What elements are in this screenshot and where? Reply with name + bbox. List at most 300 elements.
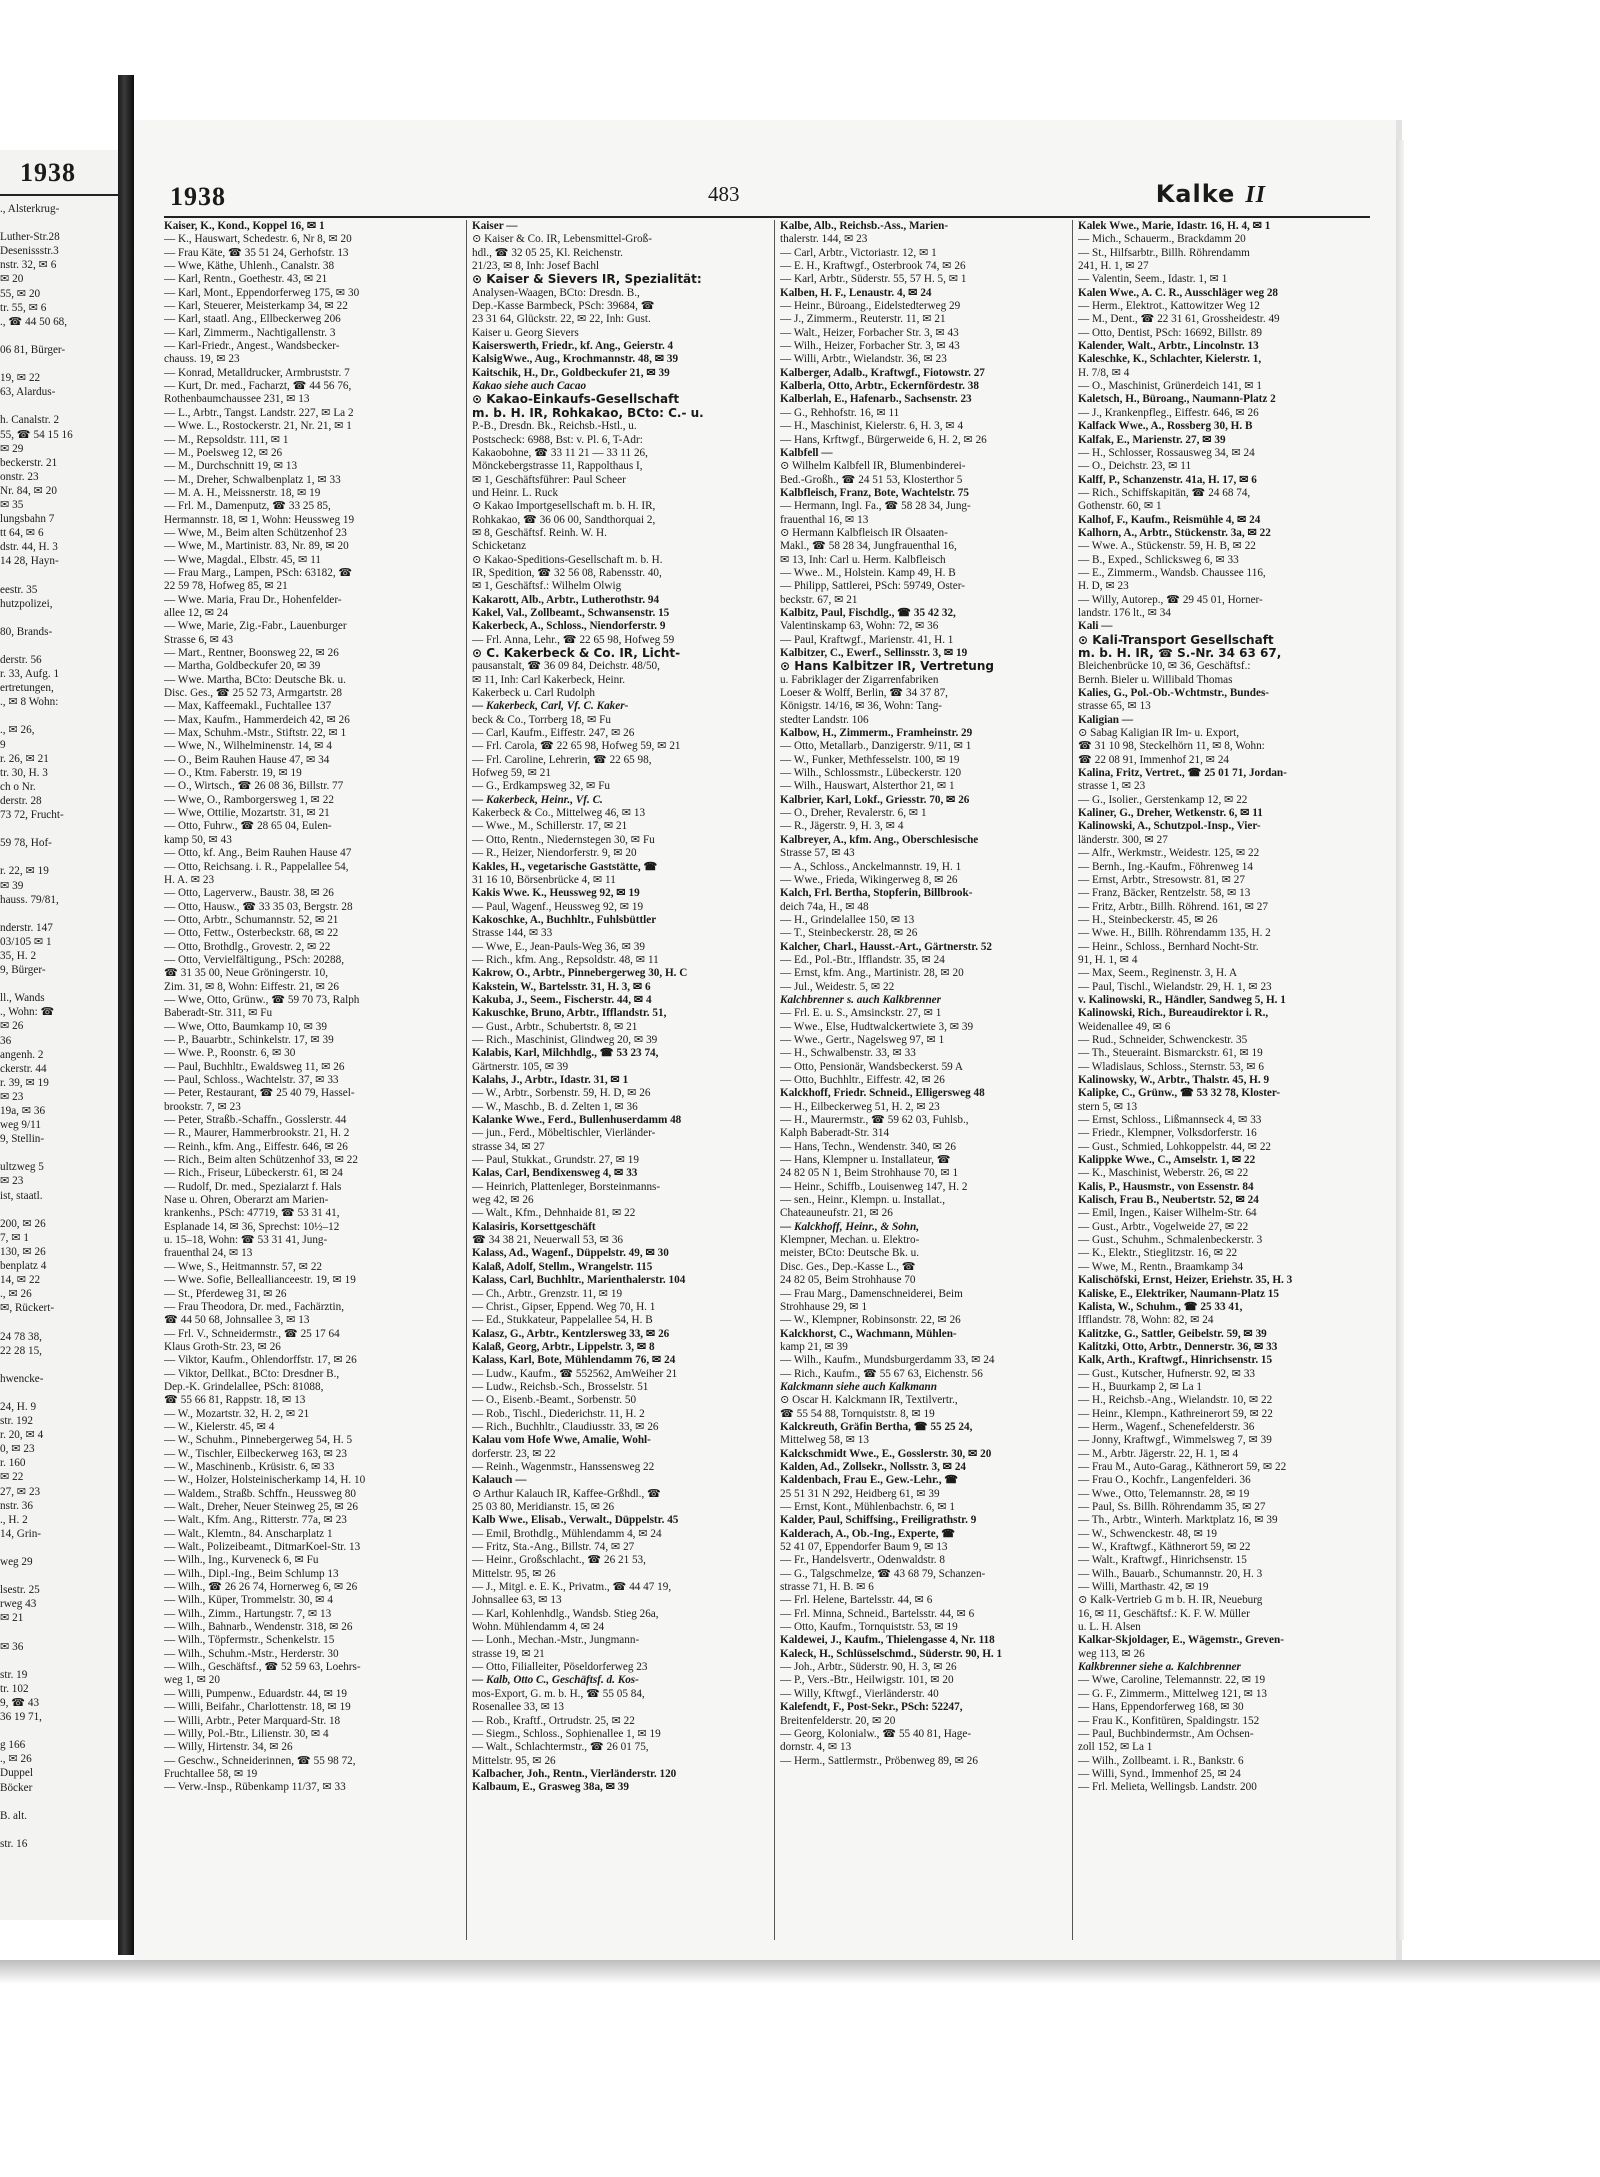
- directory-entry-heading: Kaitschik, H., Dr., Goldbeckufer 21, ✉ 39: [472, 366, 670, 379]
- directory-entry-line: IR, Spedition, ☎ 32 56 08, Rabensstr. 40,: [472, 566, 662, 579]
- directory-entry-line: ⊙ Kalk-Vertrieb G m b. H. IR, Neueburg: [1078, 1594, 1263, 1607]
- directory-entry-line: — Frau M., Auto-Garag., Käthnerort 59, ✉ 22: [1078, 1460, 1287, 1473]
- directory-entry-line: — Max, Seem., Reginenstr. 3, H. A: [1078, 967, 1238, 980]
- directory-entry-line: — Heinr., Büroang., Eidelstedterweg 29: [780, 300, 961, 313]
- directory-entry-line: 25 51 31 N 292, Heidberg 61, ✉ 39: [780, 1487, 940, 1500]
- directory-entry-line: — J., Zimmerm., Reuterstr. 11, ✉ 21: [780, 313, 946, 326]
- left-page-line: 9, ☎ 43: [0, 1696, 40, 1709]
- directory-entry-line: — Wwe, E., Jean-Pauls-Weg 36, ✉ 39: [472, 940, 645, 953]
- directory-entry-line: ⊙ Kaiser & Co. IR, Lebensmittel-Groß-: [472, 233, 652, 246]
- left-page-line: ✉ 36: [0, 1640, 24, 1653]
- left-page-line: 0, ✉ 23: [0, 1443, 35, 1456]
- left-page-line: onstr. 23: [0, 470, 39, 483]
- directory-entry-heading: Kalinowsky, W., Arbtr., Thalstr. 45, H. 9: [1078, 1074, 1270, 1086]
- directory-entry-line: 24 82 05, Beim Strohhause 70: [780, 1274, 916, 1287]
- directory-entry-line: — R., Maurer, Hammerbrookstr. 21, H. 2: [164, 1127, 350, 1140]
- directory-entry-line: — St., Hilfsarbtr., Billh. Röhrendamm: [1078, 246, 1250, 259]
- directory-entry-line: Kakaobohne, ☎ 33 11 21 — 33 11 26,: [472, 446, 648, 459]
- directory-entry-line: strasse 19, ✉ 21: [472, 1647, 545, 1660]
- directory-entry-line: — Karl, Rentn., Goethestr. 43, ✉ 21: [164, 273, 328, 286]
- left-page-line: lsestr. 25: [0, 1584, 40, 1597]
- left-page-line: 130, ✉ 26: [0, 1245, 46, 1258]
- directory-entry-heading: Kalkbrenner siehe a. Kalchbrenner: [1078, 1661, 1241, 1674]
- directory-entry-line: — Frl. Caroline, Lehrerin, ☎ 22 65 98,: [472, 753, 652, 766]
- directory-entry-heading: Kaletsch, H., Büroang., Naumann-Platz 2: [1078, 393, 1276, 406]
- directory-entry-line: — Gust., Schmied, Lohkoppelstr. 44, ✉ 22: [1078, 1140, 1272, 1153]
- directory-entry-line: — Hans, Techn., Wendenstr. 340, ✉ 26: [780, 1140, 956, 1153]
- directory-entry-line: Ifflandstr. 78, Wohn: 82, ✉ 24: [1078, 1314, 1214, 1327]
- left-page-line: ✉ 39: [0, 879, 24, 892]
- left-page-line: weg 29: [0, 1556, 33, 1568]
- directory-entry-line: allee 12, ✉ 24: [164, 606, 229, 619]
- directory-entry-line: Kalph Baberadt-Str. 314: [780, 1127, 890, 1140]
- directory-entry-heading: Kalberla, Otto, Arbtr., Eckernfördestr. 38: [780, 380, 979, 393]
- directory-entry-line: strasse 1, ✉ 23: [1078, 780, 1146, 793]
- directory-entry-line: beckstr. 67, ✉ 21: [780, 593, 858, 606]
- directory-entry-line: — Karl, Arbtr., Süderstr. 55, 57 H. 5, ✉ 1: [780, 273, 967, 286]
- directory-entry-line: — Wilh., Heizer, Forbacher Str. 3, ✉ 43: [780, 340, 960, 353]
- directory-entry-line: weg 42, ✉ 26: [472, 1194, 534, 1207]
- directory-entry-line: — Wwe, Otto, Grünw., ☎ 59 70 73, Ralph: [164, 993, 360, 1006]
- directory-entry-line: — W., Maschb., B. d. Zelten 1, ✉ 36: [472, 1100, 638, 1113]
- directory-entry-line: strasse 71, H. B. ✉ 6: [780, 1581, 874, 1594]
- directory-entry-line: ☎ 55 66 81, Rappstr. 18, ✉ 13: [164, 1394, 306, 1407]
- directory-entry-heading: Kakel, Val., Zollbeamt., Schwansenstr. 15: [472, 606, 670, 619]
- left-page-line: [0, 1358, 118, 1372]
- directory-entry-line: — Th., Steueraint. Bismarckstr. 61, ✉ 19: [1078, 1047, 1263, 1060]
- directory-entry-line: stedter Landstr. 106: [780, 713, 869, 726]
- left-page-line: 9, Bürger-: [0, 964, 46, 977]
- directory-entry-line: — Frl. Helene, Bartelsstr. 44, ✉ 6: [780, 1594, 933, 1607]
- directory-entry-line: Bleichenbrücke 10, ✉ 36, Geschäftsf.:: [1078, 660, 1251, 673]
- directory-entry-heading: Kalen Wwe., A. C. R., Ausschläger weg 28: [1078, 286, 1279, 299]
- directory-entry-line: — Ludw., Kaufm., ☎ 552562, AmWeiher 21: [472, 1367, 678, 1380]
- directory-entry-line: — Frau K., Konfitüren, Spaldingstr. 152: [1078, 1714, 1260, 1727]
- left-page-line: [0, 1724, 118, 1738]
- directory-entry-line: — Wilh., Ing., Kurveneck 6, ✉ Fu: [164, 1554, 319, 1567]
- directory-entry-line: weg 1, ✉ 20: [164, 1674, 220, 1687]
- directory-entry-line: — Karl, Mont., Eppendorferweg 175, ✉ 30: [164, 286, 360, 299]
- page-edge: [1396, 140, 1404, 1940]
- directory-entry-line: — Otto, Brothdlg., Grovestr. 2, ✉ 22: [164, 940, 331, 953]
- left-page-line: tr. 30, H. 3: [0, 766, 48, 779]
- directory-entry-line: frauenthal 16, ✉ 13: [780, 513, 869, 526]
- directory-entry-line: — Herm., Elektrot., Kattowitzer Weg 12: [1078, 300, 1260, 313]
- directory-entry-line: Kakerbeck & Co., Mittelweg 46, ✉ 13: [472, 807, 646, 820]
- directory-entry-line: — Philipp, Sattlerei, PSch: 59749, Oster-: [780, 580, 965, 593]
- directory-entry-line: — J., Krankenpfleg., Eiffestr. 646, ✉ 26: [1078, 406, 1259, 419]
- directory-entry-line: — Konrad, Metalldrucker, Armbruststr. 7: [164, 366, 350, 379]
- directory-entry-line: — Paul, Ss. Billh. Röhrendamm 35, ✉ 27: [1078, 1501, 1266, 1513]
- directory-entry-heading: Kalass, Carl, Buchhltr., Marienthalerstr. 104: [472, 1274, 686, 1287]
- directory-entry-line: — Herm., Wagenf., Schenefelderstr. 36: [1078, 1420, 1255, 1433]
- directory-entry-line: — T., Steinbeckerstr. 28, ✉ 26: [780, 927, 918, 940]
- directory-entry-line: Strohhause 29, ✉ 1: [780, 1300, 868, 1313]
- directory-entry-heading: Kalasz, G., Arbtr., Kentzlersweg 33, ✉ 26: [472, 1327, 670, 1340]
- directory-entry-line: — Peter, Straßb.-Schaffn., Gosslerstr. 44: [164, 1114, 347, 1127]
- left-page-line: ✉ 23: [0, 1175, 24, 1188]
- left-page-line: 200, ✉ 26: [0, 1217, 46, 1230]
- directory-entry-heading: — Kalb, Otto C., Geschäftsf. d. Kos-: [472, 1674, 639, 1687]
- directory-entry-heading: Kalckhorst, C., Wachmann, Mühlen-: [780, 1327, 957, 1340]
- left-page-line: hauss. 79/81,: [0, 893, 59, 906]
- directory-entry-line: — Otto, Fuhrw., ☎ 28 65 04, Eulen-: [164, 820, 332, 833]
- left-page-text: [0, 202, 118, 1851]
- directory-entry-heading: Kalista, W., Schuhm., ☎ 25 33 41,: [1078, 1300, 1243, 1313]
- left-page-line: 03/105 ✉ 1: [0, 935, 52, 948]
- directory-entry-line: — Gust., Schuhm., Schmalenbeckerstr. 3: [1078, 1234, 1263, 1247]
- directory-entry-line: ☎ 31 35 00, Neue Gröningerstr. 10,: [164, 967, 329, 980]
- directory-entry-line: — Hans, Eppendorferweg 168, ✉ 30: [1078, 1701, 1244, 1714]
- left-page-line: [0, 399, 118, 413]
- directory-entry-line: — Th., Arbtr., Winterh. Marktplatz 16, ✉ 39: [1078, 1514, 1278, 1527]
- directory-column-4: [1078, 220, 1375, 1940]
- directory-entry-line: — B., Exped., Schlicksweg 6, ✉ 33: [1078, 553, 1239, 566]
- directory-entry-heading: Kalender, Walt., Arbtr., Lincolnstr. 13: [1078, 340, 1259, 353]
- left-page-line: 59 78, Hof-: [0, 837, 52, 850]
- directory-entry-line: — Frau Marg., Damenschneiderei, Beim: [780, 1287, 963, 1300]
- left-page-line: ist, staatl.: [0, 1189, 43, 1202]
- directory-entry-line: — O., Beim Rauhen Hause 47, ✉ 34: [164, 753, 330, 766]
- directory-entry-line: — Peter, Restaurant, ☎ 25 40 79, Hassel-: [164, 1087, 355, 1100]
- directory-entry-line: — Wwe., Gertr., Nagelsweg 97, ✉ 1: [780, 1033, 945, 1046]
- directory-entry-line: ☎ 22 08 91, Immenhof 21, ✉ 24: [1078, 753, 1230, 766]
- directory-entry-line: Makl., ☎ 58 28 34, Jungfrauenthal 16,: [780, 540, 957, 553]
- directory-entry-line: — Wilh., ☎ 26 26 74, Hornerweg 6, ✉ 26: [164, 1581, 358, 1594]
- directory-entry-line: — Fritz, Sta.-Ang., Billstr. 74, ✉ 27: [472, 1541, 635, 1554]
- directory-entry-line: — Christ., Gipser, Eppend. Weg 70, H. 1: [472, 1300, 656, 1313]
- left-page-line: r. 20, ✉ 4: [0, 1429, 44, 1442]
- directory-entry-line: ⊙ Wilhelm Kalbfell IR, Blumenbinderei-: [780, 460, 966, 473]
- directory-entry-line: — Rich., Schiffskapitän, ☎ 24 68 74,: [1078, 486, 1251, 499]
- directory-entry-line: — Willy, Autorep., ☎ 29 45 01, Horner-: [1078, 593, 1263, 606]
- left-page-line: r. 33, Aufg. 1: [0, 668, 60, 681]
- directory-entry-line: — H., Eilbeckerweg 51, H. 2, ✉ 23: [780, 1100, 940, 1113]
- directory-entry-line: brookstr. 7, ✉ 23: [164, 1100, 241, 1113]
- left-page-line: ✉ 35: [0, 498, 24, 511]
- directory-entry-heading: Kalinowski, A., Schutzpol.-Insp., Vier-: [1078, 820, 1261, 833]
- directory-entry-line: — Ed., Pol.-Btr., Ifflandstr. 35, ✉ 24: [780, 953, 945, 966]
- directory-entry-line: — Hans, Klempner u. Installateur, ☎: [780, 1154, 951, 1167]
- directory-entry-line: — Wwe, Marie, Zig.-Fabr., Lauenburger: [164, 620, 347, 633]
- directory-entry-line: — Wilh., Töpfermstr., Schenkelstr. 15: [164, 1634, 335, 1647]
- left-page-line: 36 19 71,: [0, 1711, 42, 1724]
- directory-entry-line: — O., Wirtsch., ☎ 26 08 36, Billstr. 77: [164, 780, 344, 793]
- directory-entry-line: 25 03 80, Meridianstr. 15, ✉ 26: [472, 1501, 615, 1513]
- directory-entry-line: ✉ 1, Geschäftsf.: Wilhelm Olwig: [472, 580, 622, 593]
- directory-entry-line: — Otto, Rentn., Niedernstegen 30, ✉ Fu: [472, 833, 655, 846]
- directory-entry-line: — Otto, Hausw., ☎ 33 35 03, Bergstr. 28: [164, 900, 353, 913]
- directory-entry-line: — M., Arbtr. Jägerstr. 22, H. 1, ✉ 4: [1078, 1447, 1239, 1460]
- directory-entry-line: — Wilh., Zollbeamt. i. R., Bankstr. 6: [1078, 1754, 1244, 1767]
- directory-entry-heading: Kalitzki, Otto, Arbtr., Dennerstr. 36, ✉ 33: [1078, 1340, 1278, 1353]
- directory-entry-line: — W., Klempner, Robinsonstr. 22, ✉ 26: [780, 1314, 961, 1327]
- directory-entry-line: — Otto, Lagerverw., Baustr. 38, ✉ 26: [164, 887, 334, 900]
- directory-entry-line: ⊙ Sabag Kaligian IR Im- u. Export,: [1078, 727, 1239, 740]
- directory-entry-line: — Wwe. Sofie, Belleallianceestr. 19, ✉ 19: [164, 1274, 356, 1287]
- directory-entry-heading: Kalischöfski, Ernst, Heizer, Eriehstr. 35, H. 3: [1078, 1274, 1293, 1287]
- directory-entry-heading: Kalanke Wwe., Ferd., Bullenhuserdamm 48: [472, 1114, 682, 1127]
- directory-entry-heading: Kalff, P., Schanzenstr. 41a, H. 17, ✉ 6: [1078, 473, 1257, 486]
- left-page-line: ., H. 2: [0, 1513, 28, 1526]
- directory-entry-line: 21/23, ✉ 8, Inh: Josef Bachl: [472, 260, 600, 273]
- directory-entry-line: — Otto, Dentist, PSch: 16692, Billstr. 89: [1078, 326, 1262, 339]
- directory-entry-line: — Wwe, M., Rentn., Braamkamp 34: [1078, 1260, 1244, 1273]
- directory-entry-line: — Wwe, Otto, Baumkamp 10, ✉ 39: [164, 1020, 327, 1033]
- directory-entry-heading: v. Kalinowski, R., Händler, Sandweg 5, H. 1: [1078, 993, 1286, 1006]
- directory-entry-line: ✉ 1, Geschäftsführer: Paul Scheer: [472, 473, 626, 486]
- left-page-line: [0, 1386, 118, 1400]
- directory-entry-line: 23 31 64, Glückstr. 22, ✉ 22, Inh: Gust.: [472, 313, 651, 326]
- directory-entry-line: strasse 34, ✉ 27: [472, 1140, 545, 1153]
- directory-entry-line: — O., Deichstr. 23, ✉ 11: [1078, 460, 1192, 473]
- directory-entry-line: ✉ 13, Inh: Carl u. Herm. Kalbfleisch: [780, 553, 946, 566]
- directory-entry-line: Rohkakao, ☎ 36 06 00, Sandthorquai 2,: [472, 513, 656, 526]
- directory-entry-line: — Viktor, Kaufm., Ohlendorffstr. 17, ✉ 26: [164, 1354, 357, 1367]
- left-page-line: derstr. 56: [0, 654, 42, 666]
- directory-entry-heading: ⊙ C. Kakerbeck & Co. IR, Licht-: [472, 647, 681, 660]
- directory-entry-heading: Kalder, Paul, Schiffsing., Freiligrathstr. 9: [780, 1514, 977, 1527]
- directory-entry-line: 52 41 07, Eppendorfer Baum 9, ✉ 13: [780, 1541, 948, 1554]
- directory-entry-line: — Wwe. A., Stückenstr. 59, H. B, ✉ 22: [1078, 540, 1256, 553]
- directory-entry-line: — Kurt, Dr. med., Facharzt, ☎ 44 56 76,: [164, 380, 352, 393]
- directory-entry-heading: Kaligian —: [1078, 713, 1134, 726]
- directory-entry-line: — O., Eisenb.-Beamt., Sorbenstr. 50: [472, 1394, 637, 1407]
- directory-entry-line: — Willi, Marthastr. 42, ✉ 19: [1078, 1581, 1209, 1594]
- directory-entry-line: — H., Maschinist, Kielerstr. 6, H. 3, ✉ 4: [780, 420, 964, 433]
- directory-entry-line: — P., Vers.-Btr., Heilwigstr. 101, ✉ 20: [780, 1674, 954, 1687]
- directory-entry-line: frauenthal 24, ✉ 13: [164, 1247, 253, 1260]
- left-page-line: 06 81, Bürger-: [0, 343, 66, 356]
- directory-entry-line: u. 15–18, Wohn: ☎ 53 31 41, Jung-: [164, 1234, 328, 1247]
- header-rule: [164, 216, 1370, 218]
- left-page-line: hwencke-: [0, 1372, 44, 1385]
- directory-entry-line: — Wwe, Ottilie, Mozartstr. 31, ✉ 21: [164, 807, 330, 820]
- directory-entry-line: — Heinr., Schiffb., Louisenweg 147, H. 2: [780, 1180, 968, 1193]
- directory-entry-line: — Walt., Kraftwgf., Hinrichsenstr. 15: [1078, 1554, 1247, 1567]
- directory-entry-line: — Wilh., Geschäftsf., ☎ 52 59 63, Loehrs-: [164, 1661, 361, 1674]
- directory-entry-line: — Wilh., Zimm., Hartungstr. 7, ✉ 13: [164, 1607, 332, 1620]
- directory-entry-line: — Georg, Kolonialw., ☎ 55 40 81, Hage-: [780, 1727, 972, 1740]
- directory-entry-heading: Kalina, Fritz, Vertret., ☎ 25 01 71, Jordan-: [1078, 767, 1287, 780]
- left-page-line: lungsbahn 7: [0, 513, 55, 526]
- directory-entry-heading: Kaleschke, K., Schlachter, Kielerstr. 1,: [1078, 353, 1262, 366]
- directory-entry-line: — M., Poelsweg 12, ✉ 26: [164, 446, 283, 459]
- directory-entry-line: — Max, Schuhm.-Mstr., Stiftstr. 22, ✉ 1: [164, 727, 347, 740]
- directory-entry-line: — Paul, Buchbindermstr., Am Ochsen-: [1078, 1727, 1254, 1740]
- left-page-line: h. Canalstr. 2: [0, 414, 60, 427]
- directory-entry-line: — M., Dreher, Schwalbenplatz 1, ✉ 33: [164, 473, 341, 486]
- directory-entry-heading: Kalas, Carl, Bendixensweg 4, ✉ 33: [472, 1167, 638, 1180]
- left-page-line: 14 28, Hayn-: [0, 555, 59, 568]
- left-page-line: tr. 55, ✉ 6: [0, 301, 47, 314]
- directory-entry-line: — Carl, Arbtr., Victoriastr. 12, ✉ 1: [780, 246, 937, 259]
- directory-entry-line: — Walt., Kfm., Dehnhaide 81, ✉ 22: [472, 1207, 636, 1220]
- left-page-line: Desenissstr.3: [0, 245, 59, 258]
- directory-entry-heading: Kaliner, G., Dreher, Wetkenstr. 6, ✉ 11: [1078, 807, 1263, 820]
- directory-entry-line: — H., Steinbeckerstr. 45, ✉ 26: [1078, 913, 1218, 926]
- directory-entry-line: — Paul, Kraftwgf., Marienstr. 41, H. 1: [780, 633, 954, 646]
- directory-entry-heading: ⊙ Kaiser & Sievers IR, Spezialität:: [472, 273, 702, 287]
- running-head: [1156, 180, 1266, 209]
- directory-entry-line: — Hans, Krftwgf., Bürgerweide 6, H. 2, ✉ 26: [780, 433, 987, 446]
- directory-entry-heading: Kalberger, Adalb., Kraftwgf., Fiotowstr. 27: [780, 366, 985, 379]
- directory-entry-heading: Kalderach, A., Ob.-Ing., Experte, ☎: [780, 1527, 956, 1540]
- directory-entry-heading: Kalipke, C., Grünw., ☎ 53 32 78, Kloster-: [1078, 1087, 1281, 1100]
- left-page-line: [0, 1823, 118, 1837]
- directory-entry-heading: Kaiser, K., Kond., Koppel 16, ✉ 1: [164, 220, 325, 232]
- directory-entry-line: Wohn. Mühlendamm 4, ✉ 24: [472, 1621, 605, 1634]
- directory-entry-line: hdl., ☎ 32 05 25, Kl. Reichenstr.: [472, 246, 623, 259]
- left-page-line: [0, 977, 118, 991]
- left-page-line: [0, 1146, 118, 1160]
- directory-entry-line: H. A. ✉ 23: [164, 873, 215, 886]
- left-page-line: Duppel: [0, 1767, 33, 1780]
- left-page-line: 63, Alardus-: [0, 386, 56, 399]
- directory-entry-line: — Wwe. P., Roonstr. 6, ✉ 30: [164, 1047, 296, 1060]
- directory-entry-line: — Otto, Filialleiter, Pöseldorferweg 23: [472, 1661, 648, 1674]
- directory-entry-line: — O., Dreher, Revalerstr. 6, ✉ 1: [780, 807, 927, 820]
- left-page-line: ., ✉ 26,: [0, 724, 35, 737]
- directory-entry-heading: Kalben, H. F., Lenaustr. 4, ✉ 24: [780, 286, 932, 299]
- directory-entry-heading: — Kakerbeck, Heinr., Vf. C.: [472, 793, 603, 806]
- left-page-line: ertretungen,: [0, 682, 54, 695]
- directory-entry-line: — Wilh., Bauarb., Schumannstr. 20, H. 3: [1078, 1567, 1263, 1580]
- directory-column-2: [472, 220, 769, 1940]
- directory-entry-line: — Wwe., Frieda, Wikingerweg 8, ✉ 26: [780, 873, 958, 886]
- directory-entry-heading: Kali —: [1078, 620, 1113, 633]
- left-page-line: [0, 709, 118, 723]
- directory-entry-line: ⊙ Oscar H. Kalckmann IR, Textilvertr.,: [780, 1394, 958, 1407]
- directory-entry-line: — Fritz, Arbtr., Billh. Röhrend. 161, ✉ 27: [1078, 900, 1268, 913]
- left-page-line: [0, 1541, 118, 1555]
- directory-entry-line: — Martha, Goldbeckufer 20, ✉ 39: [164, 660, 321, 673]
- directory-entry-line: — H., Schwalbenstr. 33, ✉ 33: [780, 1047, 916, 1060]
- directory-entry-line: Disc. Ges., ☎ 25 52 73, Armgartstr. 28: [164, 687, 343, 700]
- directory-entry-line: — Heinrich, Plattenleger, Borsteinmanns-: [472, 1180, 661, 1193]
- directory-entry-line: Hofweg 59, ✉ 21: [472, 767, 551, 780]
- directory-entry-line: — Reinh., kfm. Ang., Eiffestr. 646, ✉ 26: [164, 1140, 348, 1153]
- directory-entry-line: — Willi, Arbtr., Wielandstr. 36, ✉ 23: [780, 353, 947, 366]
- directory-entry-heading: Kalfak, E., Marienstr. 27, ✉ 39: [1078, 433, 1226, 446]
- directory-entry-line: — Jonny, Kraftwgf., Wimmelsweg 7, ✉ 39: [1078, 1434, 1272, 1447]
- directory-entry-line: — R., Heizer, Niendorferstr. 9, ✉ 20: [472, 847, 637, 860]
- directory-entry-line: — W., Holzer, Holsteinischerkamp 14, H. 10: [164, 1474, 366, 1487]
- left-page-line: ckerstr. 44: [0, 1062, 47, 1075]
- directory-entry-line: — G., Erdkampsweg 32, ✉ Fu: [472, 780, 611, 793]
- directory-entry-heading: Kalckmann siehe auch Kalkmann: [780, 1380, 937, 1393]
- directory-entry-line: u. Fabriklager der Zigarrenfabriken: [780, 673, 939, 686]
- directory-columns: [164, 220, 1370, 1940]
- directory-entry-heading: Kalbitzer, C., Ewerf., Sellinsstr. 3, ✉ 19: [780, 647, 968, 659]
- directory-entry-line: — Walt., Polizeibeamt., DitmarKoel-Str. 13: [164, 1541, 361, 1554]
- directory-entry-line: — Gust., Arbtr., Vogelweide 27, ✉ 22: [1078, 1220, 1249, 1233]
- directory-entry-line: länderstr. 300, ✉ 27: [1078, 833, 1168, 846]
- directory-entry-heading: Kalbfell —: [780, 446, 833, 459]
- directory-entry-line: — Jul., Weidestr. 5, ✉ 22: [780, 980, 895, 993]
- directory-entry-line: Postscheck: 6988, Bst: v. Pl. 6, T-Adr:: [472, 433, 643, 446]
- directory-entry-line: — G., Isolier., Gerstenkamp 12, ✉ 22: [1078, 793, 1248, 806]
- left-page-line: weg 9/11: [0, 1119, 41, 1132]
- directory-entry-line: — M., Repsoldstr. 111, ✉ 1: [164, 433, 289, 446]
- directory-entry-heading: KalsigWwe., Aug., Krochmannstr. 48, ✉ 39: [472, 353, 679, 366]
- directory-entry-heading: Kalis, P., Hausmstr., von Essenstr. 84: [1078, 1180, 1254, 1193]
- directory-entry-line: — Wwe, S., Heitmannstr. 57, ✉ 22: [164, 1260, 323, 1273]
- directory-entry-line: — Paul, Tischl., Wielandstr. 29, H. 1, ✉ 23: [1078, 980, 1272, 993]
- directory-entry-heading: Kalaß, Georg, Arbtr., Lippelstr. 3, ✉ 8: [472, 1340, 655, 1353]
- left-page-line: 80, Brands-: [0, 625, 53, 638]
- directory-entry-line: meister, BCto: Deutsche Bk. u.: [780, 1247, 920, 1260]
- directory-entry-line: — K., Elektr., Stieglitzstr. 16, ✉ 22: [1078, 1247, 1238, 1260]
- directory-entry-line: ⊙ Kakao-Speditions-Gesellschaft m. b. H.: [472, 553, 663, 566]
- left-page-line: hutzpolizei,: [0, 597, 53, 610]
- left-page-line: ✉ 22: [0, 1471, 24, 1484]
- directory-entry-line: — Ch., Arbtr., Grenzstr. 11, ✉ 19: [472, 1287, 623, 1300]
- left-page-line: [0, 1203, 118, 1217]
- directory-entry-line: — O., Ktm. Faberstr. 19, ✉ 19: [164, 767, 302, 780]
- directory-entry-line: — Frl. M., Damenputz, ☎ 33 25 85,: [164, 500, 331, 513]
- left-page-line: tt 64, ✉ 6: [0, 527, 44, 540]
- directory-entry-heading: Kalhorn, A., Arbtr., Stückenstr. 3a, ✉ 22: [1078, 526, 1271, 539]
- directory-entry-line: — Wwe, Käthe, Uhlenh., Canalstr. 38: [164, 260, 335, 273]
- directory-entry-line: — Heinr., Schloss., Bernhard Nocht-Str.: [1078, 940, 1259, 953]
- directory-entry-line: Disc. Ges., Dep.-Kasse L., ☎: [780, 1260, 916, 1273]
- directory-entry-line: u. L. H. Alsen: [1078, 1621, 1141, 1634]
- directory-entry-line: Johnsallee 63, ✉ 13: [472, 1594, 562, 1607]
- directory-entry-line: — Walt., Schlachtermstr., ☎ 26 01 75,: [472, 1741, 649, 1754]
- directory-entry-line: — Wwe., M., Schillerstr. 17, ✉ 21: [472, 820, 628, 833]
- directory-entry-heading: Kalckhoff, Friedr. Schneid., Elligersweg 48: [780, 1087, 985, 1100]
- directory-entry-line: — Wwe., Otto, Telemannstr. 28, ✉ 19: [1078, 1487, 1250, 1500]
- directory-entry-line: Fruchtallee 58, ✉ 19: [164, 1767, 258, 1780]
- left-page-line: g 166: [0, 1739, 26, 1752]
- directory-entry-line: Analysen-Waagen, BCto: Dresdn. B.,: [472, 286, 640, 299]
- left-page-line: nstr. 36: [0, 1499, 33, 1512]
- directory-entry-line: — Waldem., Straßb. Schffn., Heussweg 80: [164, 1487, 356, 1500]
- directory-entry-line: — Geschw., Schneiderinnen, ☎ 55 98 72,: [164, 1754, 356, 1767]
- directory-entry-line: — Joh., Arbtr., Süderstr. 90, H. 3, ✉ 26: [780, 1661, 957, 1674]
- directory-entry-heading: Kalfack Wwe., A., Rossberg 30, H. B: [1078, 420, 1253, 433]
- directory-entry-heading: Kalabis, Karl, Milchhdlg., ☎ 53 23 74,: [472, 1047, 659, 1060]
- left-page-line: [0, 639, 118, 653]
- directory-entry-line: Weidenallee 49, ✉ 6: [1078, 1020, 1171, 1033]
- directory-entry-line: kamp 50, ✉ 43: [164, 833, 232, 846]
- directory-entry-line: P.-B., Dresdn. Bk., Reichsb.-Hstl., u.: [472, 420, 637, 433]
- page-year: 1938: [170, 182, 226, 211]
- directory-entry-line: — Rudolf, Dr. med., Spezialarzt f. Hals: [164, 1180, 342, 1193]
- directory-entry-line: — Ed., Stukkateur, Pappelallee 54, H. B: [472, 1314, 653, 1327]
- directory-entry-line: — Otto, Metallarb., Danzigerstr. 9/11, ✉ 1: [780, 740, 972, 753]
- directory-entry-line: — Wilh., Schlossmstr., Lübeckerstr. 120: [780, 767, 962, 780]
- directory-entry-line: thalerstr. 144, ✉ 23: [780, 233, 868, 246]
- directory-entry-line: — Rich., Beim alten Schützenhof 33, ✉ 22: [164, 1154, 358, 1167]
- directory-entry-heading: Kalkar-Skjoldager, E., Wägemstr., Greven-: [1078, 1634, 1284, 1647]
- directory-entry-line: — Otto, Vervielfältigung., PSch: 20288,: [164, 953, 345, 966]
- directory-entry-line: — Wilh., Bahnarb., Wendenstr. 318, ✉ 26: [164, 1621, 353, 1634]
- left-page-line: beckerstr. 21: [0, 456, 58, 469]
- left-page-line: [0, 611, 118, 625]
- directory-entry-line: und Heinr. L. Ruck: [472, 486, 559, 499]
- directory-entry-line: Dep.-Kasse Barmbeck, PSch: 39684, ☎: [472, 300, 655, 313]
- directory-entry-line: — Heinr., Großschlacht., ☎ 26 21 53,: [472, 1554, 646, 1567]
- directory-entry-line: 91, H. 1, ✉ 4: [1078, 953, 1138, 966]
- left-page-header-rule: [0, 194, 118, 196]
- directory-entry-line: — Wilh., Dipl.-Ing., Beim Schlump 13: [164, 1567, 339, 1580]
- directory-entry-heading: Kaleck, H., Schlüsselschmd., Süderstr. 90, H. 1: [780, 1647, 1003, 1660]
- directory-entry-line: — Wwe.. M., Holstein. Kamp 49, H. B: [780, 566, 956, 579]
- directory-entry-heading: Kalitzke, G., Sattler, Geibelstr. 59, ✉ 39: [1078, 1327, 1267, 1340]
- directory-entry-line: 16, ✉ 11, Geschäftsf.: K. F. W. Müller: [1078, 1607, 1250, 1620]
